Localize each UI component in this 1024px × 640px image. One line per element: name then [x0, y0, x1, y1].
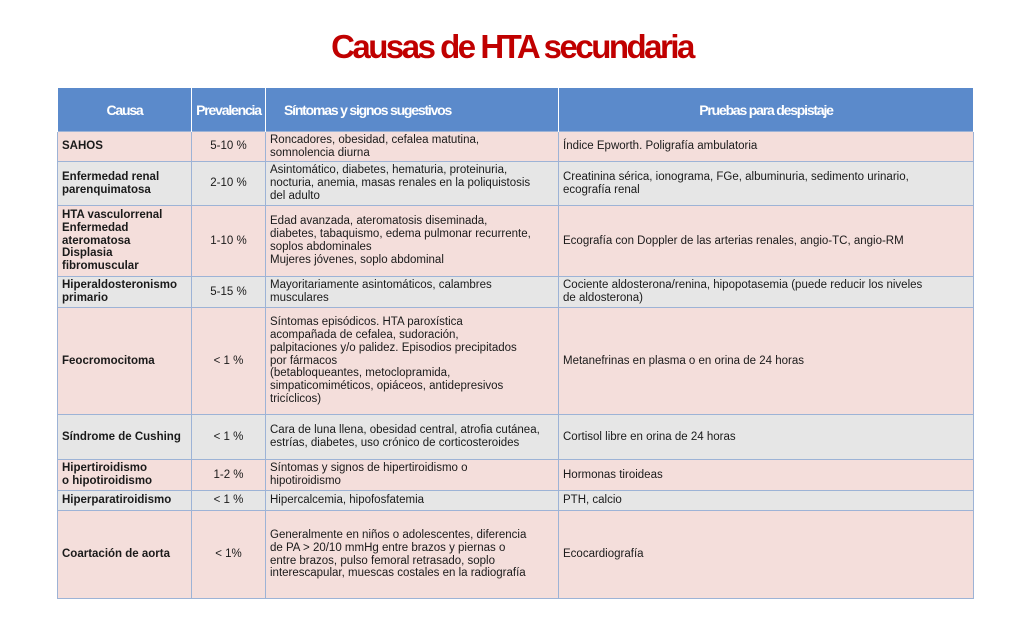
cause-cell-line: Hiperaldosteronismo [62, 279, 178, 292]
header-cause: Causa [58, 88, 192, 132]
symptoms-cell-line: entre brazos, pulso femoral retrasado, soplo [270, 554, 496, 567]
symptoms-cell-line: de PA > 20/10 mmHg entre brazos y piernas o [270, 541, 506, 554]
symptoms-cell-line: Síntomas episódicos. HTA paroxística [270, 316, 463, 329]
tests-cell-line: Índice Epworth. Poligrafía ambulatoria [563, 140, 758, 153]
tests-cell-line: Cociente aldosterona/renina, hipopotasemia (puede reducir los niveles [563, 279, 923, 292]
symptoms-cell-line: estrías, diabetes, uso crónico de corticosteroides [270, 437, 520, 449]
symptoms-cell-line: nocturia, anemia, masas renales en la poliquistosis [270, 177, 531, 190]
tests-cell-line: Ecografía con Doppler de las arterias renales, angio-TC, angio-RM [563, 234, 904, 247]
symptoms-cell-line: acompañada de cefalea, sudoración, [270, 329, 459, 341]
cause-cell [58, 415, 192, 460]
symptoms-cell [266, 308, 559, 415]
tests-cell-line: Hormonas tiroideas [563, 468, 663, 481]
cause-cell-line: Hipertiroidismo [62, 462, 147, 475]
table-row [58, 162, 974, 206]
symptoms-cell [266, 206, 559, 277]
cause-cell [58, 206, 192, 277]
cause-cell-line: SAHOS [62, 140, 103, 153]
cause-cell [58, 491, 192, 511]
table-body [58, 132, 974, 599]
symptoms-cell-line: (betabloqueantes, metoclopramida, [270, 367, 451, 380]
table-row [58, 132, 974, 162]
tests-cell-line: ecografía renal [563, 183, 640, 196]
prevalence-cell: 2-10 % [192, 162, 266, 206]
tests-cell [559, 491, 974, 511]
cause-cell [58, 511, 192, 599]
cause-cell [58, 162, 192, 206]
table-row [58, 277, 974, 308]
cause-cell-line: HTA vasculorrenal [62, 209, 163, 221]
symptoms-cell-line: palpitaciones y/o palidez. Episodios precipitados [270, 341, 517, 354]
table-row [58, 308, 974, 415]
causes-table [57, 88, 974, 599]
tests-cell-line: PTH, calcio [563, 494, 622, 507]
prevalence-cell: < 1 % [192, 491, 266, 511]
header-prevalence: Prevalencia [192, 88, 266, 132]
cause-cell [58, 277, 192, 308]
symptoms-cell-line: Hipercalcemia, hipofosfatemia [270, 494, 425, 507]
cause-cell [58, 132, 192, 162]
prevalence-cell: 5-15 % [192, 277, 266, 308]
page-title: Causas de HTA secundaria [331, 28, 693, 65]
prevalence-cell: 1-10 % [192, 206, 266, 277]
table-row [58, 491, 974, 511]
tests-cell-line: Cortisol libre en orina de 24 horas [563, 430, 736, 443]
symptoms-cell-line: Edad avanzada, ateromatosis diseminada, [270, 215, 488, 228]
header-symptoms: Síntomas y signos sugestivos [266, 88, 559, 132]
tests-cell [559, 206, 974, 277]
tests-cell-line: Ecocardiografía [563, 548, 644, 561]
symptoms-cell [266, 162, 559, 206]
symptoms-cell-line: tricíclicos) [270, 392, 322, 405]
symptoms-cell-line: Mayoritariamente asintomáticos, calambres [270, 279, 492, 292]
symptoms-cell-line: por fármacos [270, 354, 338, 367]
header-tests: Pruebas para despistaje [559, 88, 974, 132]
symptoms-cell-line: Síntomas y signos de hipertiroidismo o [270, 462, 468, 475]
cause-cell [58, 308, 192, 415]
table-header-row [58, 88, 974, 132]
prevalence-cell: < 1 % [192, 308, 266, 415]
table-row [58, 206, 974, 277]
tests-cell [559, 511, 974, 599]
prevalence-cell: 5-10 % [192, 132, 266, 162]
symptoms-cell [266, 460, 559, 491]
cause-cell-line: ateromatosa [62, 234, 131, 247]
symptoms-cell-line: diabetes, tabaquismo, edema pulmonar recurrente, [270, 228, 531, 241]
symptoms-cell [266, 491, 559, 511]
cause-cell-line: Síndrome de Cushing [62, 430, 181, 443]
symptoms-cell-line: simpaticomiméticos, opiáceos, antidepresivos [270, 380, 504, 393]
symptoms-cell-line: hipotiroidismo [270, 475, 341, 487]
cause-cell-line: o hipotiroidismo [62, 475, 153, 487]
tests-cell [559, 132, 974, 162]
cause-cell-line: primario [62, 292, 109, 304]
symptoms-cell-line: Cara de luna llena, obesidad central, atrofia cutánea, [270, 424, 540, 437]
symptoms-cell [266, 511, 559, 599]
tests-cell [559, 162, 974, 206]
tests-cell [559, 460, 974, 491]
prevalence-cell: < 1% [192, 511, 266, 599]
symptoms-cell [266, 277, 559, 308]
prevalence-cell: < 1 % [192, 415, 266, 460]
symptoms-cell-line: soplos abdominales [270, 241, 372, 253]
tests-cell [559, 308, 974, 415]
cause-cell [58, 460, 192, 491]
tests-cell-line: Creatinina sérica, ionograma, FGe, albuminuria, sedimento urinario, [563, 170, 909, 183]
table-row [58, 415, 974, 460]
symptoms-cell-line: Asintomático, diabetes, hematuria, proteinuria, [270, 164, 508, 177]
tests-cell [559, 277, 974, 308]
table-row [58, 511, 974, 599]
cause-cell-line: Enfermedad renal [62, 170, 160, 183]
symptoms-cell-line: musculares [270, 292, 329, 304]
tests-cell-line: de aldosterona) [563, 292, 643, 304]
symptoms-cell-line: del adulto [270, 189, 320, 202]
symptoms-cell-line: Mujeres jóvenes, soplo abdominal [270, 253, 444, 266]
table-row [58, 460, 974, 491]
tests-cell-line: Metanefrinas en plasma o en orina de 24 horas [563, 354, 805, 367]
symptoms-cell [266, 415, 559, 460]
cause-cell-line: Enfermedad [62, 221, 129, 234]
symptoms-cell [266, 132, 559, 162]
symptoms-cell-line: interescapular, muescas costales en la radiografía [270, 567, 526, 580]
tests-cell [559, 415, 974, 460]
cause-cell-line: Displasia fibromuscular [62, 247, 139, 273]
symptoms-cell-line: Generalmente en niños o adolescentes, diferencia [270, 528, 527, 541]
cause-cell-line: Coartación de aorta [62, 548, 170, 561]
symptoms-cell-line: somnolencia diurna [270, 146, 370, 159]
prevalence-cell: 1-2 % [192, 460, 266, 491]
cause-cell-line: Feocromocitoma [62, 354, 155, 367]
symptoms-cell-line: Roncadores, obesidad, cefalea matutina, [270, 133, 480, 146]
cause-cell-line: parenquimatosa [62, 183, 151, 196]
cause-cell-line: Hiperparatiroidismo [62, 494, 172, 507]
